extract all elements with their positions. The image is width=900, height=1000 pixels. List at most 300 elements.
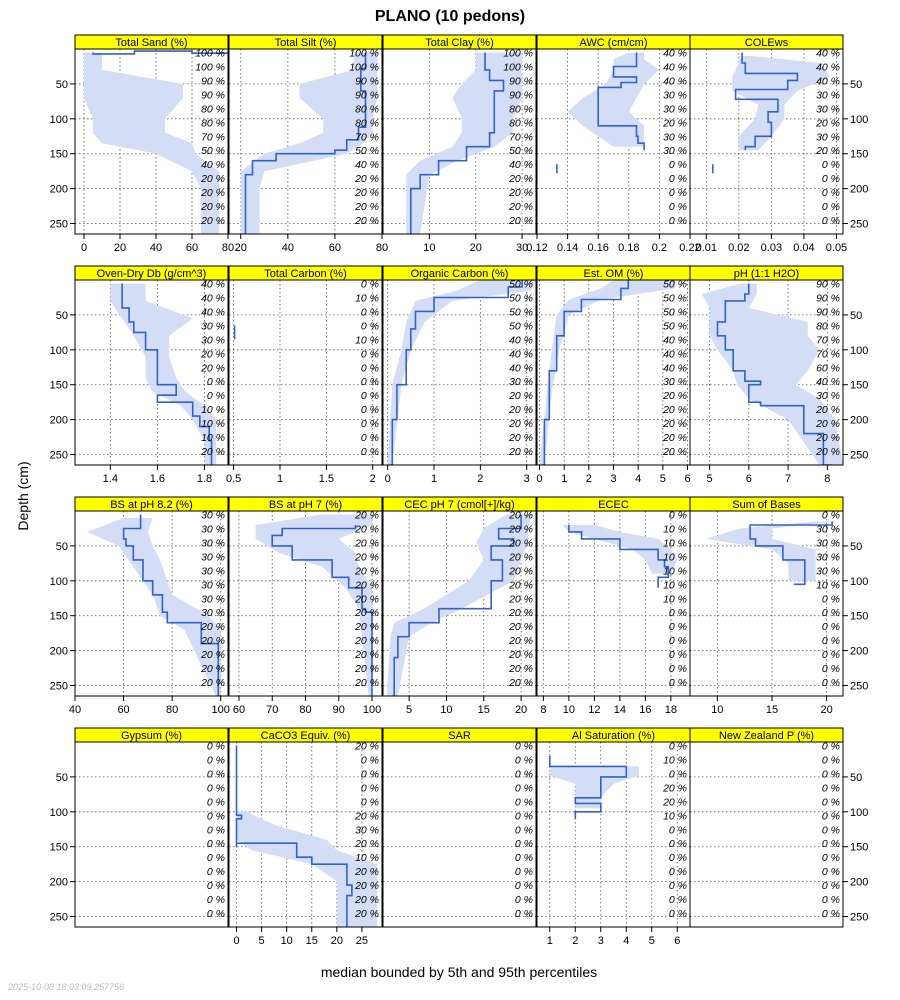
data-completeness-label: 0 %	[821, 635, 840, 648]
data-completeness-label: 30 %	[201, 509, 225, 522]
data-completeness-label: 0 %	[206, 824, 225, 837]
data-completeness-label: 70 %	[509, 131, 533, 144]
y-tick-label: 250	[49, 449, 68, 462]
data-completeness-label: 20 %	[201, 649, 225, 662]
data-completeness-label: 90 %	[355, 75, 379, 88]
data-completeness-label: 10 %	[201, 418, 225, 431]
data-completeness-label: 0 %	[206, 880, 225, 893]
data-completeness-label: 0 %	[360, 362, 379, 375]
data-completeness-label: 0 %	[668, 677, 687, 690]
x-tick-label: 90	[332, 704, 345, 716]
y-tick-label: 200	[850, 645, 869, 658]
x-tick-label: 20	[469, 242, 482, 254]
x-tick-label: 60	[232, 704, 246, 716]
data-completeness-label: 30 %	[816, 103, 840, 116]
data-completeness-label: 20 %	[663, 404, 687, 417]
data-completeness-label: 0 %	[821, 621, 840, 634]
x-tick-label: 5	[406, 704, 413, 716]
data-completeness-label: 0 %	[206, 810, 225, 823]
data-completeness-label: 0 %	[206, 908, 225, 921]
y-tick-label: 150	[850, 379, 869, 392]
data-completeness-label: 0 %	[821, 649, 840, 662]
data-completeness-label: 0 %	[206, 390, 225, 403]
data-completeness-label: 20 %	[355, 565, 379, 578]
x-tick-label: 4	[623, 935, 630, 947]
data-completeness-label: 20 %	[355, 649, 379, 662]
x-tick-label: 8	[824, 473, 831, 485]
data-completeness-label: 40 %	[816, 61, 840, 74]
data-completeness-label: 0 %	[668, 509, 687, 522]
data-completeness-label: 30 %	[201, 523, 225, 536]
data-completeness-label: 0 %	[821, 607, 840, 620]
data-completeness-label: 20 %	[663, 446, 687, 459]
data-completeness-label: 20 %	[509, 537, 533, 550]
x-tick-label: 100	[362, 704, 382, 716]
x-tick-label: 60	[117, 704, 130, 716]
panel-title: Est. OM (%)	[583, 268, 644, 280]
data-completeness-label: 20 %	[509, 432, 533, 445]
data-completeness-label: 20 %	[355, 635, 379, 648]
y-tick-label: 50	[850, 78, 863, 91]
data-completeness-label: 30 %	[663, 131, 687, 144]
x-tick-label: 60	[185, 242, 199, 254]
data-completeness-label: 20 %	[355, 187, 379, 200]
y-tick-label: 150	[49, 841, 68, 854]
panel-title: Gypsum (%)	[120, 730, 183, 742]
data-completeness-label: 0 %	[514, 768, 533, 781]
y-tick-label: 250	[850, 218, 869, 231]
data-completeness-label: 0 %	[821, 677, 840, 690]
data-completeness-label: 20 %	[201, 621, 225, 634]
data-completeness-label: 0 %	[821, 824, 840, 837]
data-completeness-label: 30 %	[663, 376, 687, 389]
data-completeness-label: 50 %	[509, 292, 533, 305]
data-completeness-label: 40 %	[509, 348, 533, 361]
data-completeness-label: 40 %	[663, 348, 687, 361]
x-tick-label: 20	[113, 242, 127, 254]
y-tick-label: 150	[850, 610, 869, 623]
data-completeness-label: 50 %	[509, 278, 533, 291]
data-completeness-label: 0 %	[821, 866, 840, 879]
data-completeness-label: 20 %	[663, 117, 687, 130]
data-completeness-label: 20 %	[355, 523, 379, 536]
data-completeness-label: 20 %	[355, 838, 379, 851]
data-completeness-label: 10 %	[355, 292, 379, 305]
data-completeness-label: 40 %	[663, 61, 687, 74]
x-tick-label: 3	[597, 935, 604, 947]
data-completeness-label: 0 %	[206, 796, 225, 809]
data-completeness-label: 100 %	[195, 61, 225, 74]
x-tick-label: 10	[440, 704, 453, 716]
data-completeness-label: 0 %	[668, 908, 687, 921]
panel-title: Total Sand (%)	[115, 37, 188, 49]
data-completeness-label: 100 %	[503, 47, 533, 60]
data-completeness-label: 0 %	[668, 607, 687, 620]
data-completeness-label: 0 %	[668, 635, 687, 648]
data-completeness-label: 30 %	[355, 824, 379, 837]
data-completeness-label: 20 %	[355, 173, 379, 186]
data-completeness-label: 20 %	[663, 418, 687, 431]
data-completeness-label: 70 %	[816, 334, 840, 347]
data-completeness-label: 40 %	[663, 362, 687, 375]
data-completeness-label: 0 %	[821, 159, 840, 172]
panel-title: Oven-Dry Db (g/cm^3)	[96, 268, 207, 280]
data-completeness-label: 70 %	[816, 348, 840, 361]
data-completeness-label: 0 %	[668, 187, 687, 200]
data-completeness-label: 30 %	[816, 551, 840, 564]
data-completeness-label: 100 %	[349, 61, 379, 74]
data-completeness-label: 50 %	[355, 145, 379, 158]
y-tick-label: 50	[55, 771, 68, 784]
data-completeness-label: 20 %	[509, 509, 533, 522]
y-tick-label: 50	[55, 78, 68, 91]
data-completeness-label: 20 %	[201, 187, 225, 200]
data-completeness-label: 0 %	[206, 894, 225, 907]
data-completeness-label: 50 %	[509, 145, 533, 158]
data-completeness-label: 20 %	[201, 348, 225, 361]
data-completeness-label: 0 %	[821, 740, 840, 753]
data-completeness-label: 10 %	[663, 579, 687, 592]
y-tick-label: 250	[49, 218, 68, 231]
data-completeness-label: 50 %	[509, 306, 533, 319]
data-completeness-label: 40 %	[663, 75, 687, 88]
y-tick-label: 200	[850, 183, 869, 196]
data-completeness-label: 90 %	[816, 306, 840, 319]
y-tick-label: 150	[49, 379, 68, 392]
data-completeness-label: 20 %	[509, 390, 533, 403]
data-completeness-label: 0 %	[360, 320, 379, 333]
x-tick-label: 15	[305, 935, 318, 947]
data-completeness-label: 30 %	[201, 537, 225, 550]
data-completeness-label: 0 %	[821, 838, 840, 851]
data-completeness-label: 0 %	[514, 796, 533, 809]
data-completeness-label: 30 %	[509, 376, 533, 389]
y-tick-label: 200	[850, 414, 869, 427]
x-tick-label: 2	[477, 473, 484, 485]
x-tick-label: 5	[258, 935, 265, 947]
data-completeness-label: 20 %	[355, 908, 379, 921]
y-tick-label: 200	[850, 876, 869, 889]
data-completeness-label: 0 %	[821, 187, 840, 200]
data-completeness-label: 0 %	[514, 908, 533, 921]
data-completeness-label: 40 %	[201, 306, 225, 319]
panel-title: ECEC	[598, 499, 629, 511]
y-tick-label: 150	[49, 610, 68, 623]
data-completeness-label: 0 %	[821, 782, 840, 795]
y-tick-label: 50	[850, 540, 863, 553]
panel-title: Al Saturation (%)	[571, 730, 656, 742]
data-completeness-label: 20 %	[816, 432, 840, 445]
x-tick-label: 10	[711, 704, 724, 716]
data-completeness-label: 20 %	[509, 201, 533, 214]
data-completeness-label: 40 %	[355, 159, 379, 172]
x-tick-label: 0.12	[526, 242, 548, 254]
data-completeness-label: 0 %	[206, 376, 225, 389]
data-completeness-label: 90 %	[201, 89, 225, 102]
data-completeness-label: 0 %	[360, 348, 379, 361]
data-completeness-label: 0 %	[360, 768, 379, 781]
y-tick-label: 100	[49, 575, 68, 588]
data-completeness-label: 20 %	[663, 390, 687, 403]
data-completeness-label: 30 %	[201, 607, 225, 620]
data-completeness-label: 20 %	[355, 880, 379, 893]
data-completeness-label: 20 %	[201, 663, 225, 676]
data-completeness-label: 10 %	[663, 523, 687, 536]
panel-title: Organic Carbon (%)	[410, 268, 509, 280]
data-completeness-label: 20 %	[355, 551, 379, 564]
data-completeness-label: 40 %	[509, 334, 533, 347]
data-completeness-label: 0 %	[514, 810, 533, 823]
data-completeness-label: 30 %	[663, 145, 687, 158]
data-completeness-label: 0 %	[821, 796, 840, 809]
data-completeness-label: 50 %	[201, 145, 225, 158]
x-tick-label: 2	[572, 935, 579, 947]
data-completeness-label: 20 %	[509, 621, 533, 634]
data-completeness-label: 20 %	[816, 404, 840, 417]
data-completeness-label: 20 %	[509, 187, 533, 200]
panel-title: BS at pH 8.2 (%)	[110, 499, 193, 511]
x-tick-label: 1	[276, 473, 284, 485]
y-tick-label: 100	[850, 575, 869, 588]
data-completeness-label: 20 %	[509, 551, 533, 564]
data-completeness-label: 20 %	[355, 894, 379, 907]
data-completeness-label: 20 %	[201, 215, 225, 228]
x-tick-label: 60	[328, 242, 342, 254]
data-completeness-label: 30 %	[816, 131, 840, 144]
x-tick-label: 0	[80, 242, 88, 254]
y-tick-label: 100	[49, 113, 68, 126]
x-tick-label: 0.22	[679, 242, 701, 254]
x-tick-label: 40	[281, 242, 294, 254]
data-completeness-label: 0 %	[821, 908, 840, 921]
x-tick-label: 0.2	[651, 242, 668, 254]
y-tick-label: 100	[49, 344, 68, 357]
y-tick-label: 200	[49, 414, 68, 427]
data-completeness-label: 20 %	[355, 810, 379, 823]
data-completeness-label: 20 %	[355, 663, 379, 676]
data-completeness-label: 30 %	[663, 103, 687, 116]
data-completeness-label: 20 %	[509, 649, 533, 662]
data-completeness-label: 90 %	[816, 278, 840, 291]
data-completeness-label: 20 %	[509, 404, 533, 417]
y-tick-label: 50	[850, 771, 863, 784]
x-tick-label: 20	[330, 935, 343, 947]
data-completeness-label: 20 %	[509, 418, 533, 431]
data-completeness-label: 80 %	[509, 103, 533, 116]
x-tick-label: 5	[706, 473, 713, 485]
data-completeness-label: 70 %	[355, 131, 379, 144]
data-completeness-label: 30 %	[201, 551, 225, 564]
y-tick-label: 50	[55, 309, 68, 322]
data-completeness-label: 0 %	[821, 768, 840, 781]
data-completeness-label: 0 %	[360, 278, 379, 291]
data-completeness-label: 30 %	[663, 89, 687, 102]
x-tick-label: 14	[613, 704, 626, 716]
y-tick-label: 150	[850, 148, 869, 161]
data-completeness-label: 50 %	[663, 306, 687, 319]
data-completeness-label: 90 %	[509, 75, 533, 88]
data-completeness-label: 20 %	[509, 446, 533, 459]
data-completeness-label: 100 %	[195, 47, 225, 60]
data-completeness-label: 0 %	[821, 754, 840, 767]
data-completeness-label: 0 %	[668, 159, 687, 172]
data-completeness-label: 90 %	[816, 292, 840, 305]
x-tick-label: 15	[477, 704, 490, 716]
data-completeness-label: 80 %	[201, 103, 225, 116]
data-completeness-label: 10 %	[663, 810, 687, 823]
y-tick-label: 250	[49, 911, 68, 924]
data-completeness-label: 80 %	[201, 117, 225, 130]
panel-title: Total Clay (%)	[425, 37, 494, 49]
x-tick-label: 1	[430, 473, 438, 485]
data-completeness-label: 20 %	[509, 565, 533, 578]
data-completeness-label: 80 %	[355, 117, 379, 130]
x-tick-label: 80	[299, 704, 312, 716]
x-tick-label: 40	[149, 242, 163, 254]
x-axis-label: median bounded by 5th and 95th percentiles	[320, 964, 598, 980]
data-completeness-label: 0 %	[360, 754, 379, 767]
data-completeness-label: 80 %	[816, 320, 840, 333]
data-completeness-label: 0 %	[206, 782, 225, 795]
panel-title: New Zealand P (%)	[718, 730, 815, 742]
data-completeness-label: 0 %	[360, 404, 379, 417]
y-tick-label: 250	[850, 911, 869, 924]
x-tick-label: 5	[659, 473, 666, 485]
panel-title: COLEws	[744, 37, 789, 49]
x-tick-label: 1	[561, 473, 568, 485]
data-completeness-label: 40 %	[509, 159, 533, 172]
data-completeness-label: 20 %	[816, 418, 840, 431]
data-completeness-label: 10 %	[201, 404, 225, 417]
data-completeness-label: 10 %	[355, 334, 379, 347]
data-completeness-label: 20 %	[201, 173, 225, 186]
x-tick-label: 40	[68, 704, 82, 716]
data-completeness-label: 20 %	[355, 607, 379, 620]
x-tick-label: 1	[546, 935, 553, 947]
y-tick-label: 250	[850, 449, 869, 462]
y-tick-label: 150	[49, 148, 68, 161]
data-completeness-label: 40 %	[201, 292, 225, 305]
data-completeness-label: 0 %	[668, 880, 687, 893]
y-tick-label: 200	[49, 876, 68, 889]
y-tick-label: 100	[850, 806, 869, 819]
data-completeness-label: 30 %	[201, 565, 225, 578]
y-tick-label: 100	[850, 113, 869, 126]
data-completeness-label: 20 %	[509, 579, 533, 592]
panel-title: Sum of Bases	[732, 499, 801, 511]
data-completeness-label: 30 %	[816, 390, 840, 403]
x-tick-label: 6	[684, 473, 691, 485]
data-completeness-label: 20 %	[201, 446, 225, 459]
data-completeness-label: 20 %	[509, 635, 533, 648]
data-completeness-label: 90 %	[201, 75, 225, 88]
x-tick-label: 3	[610, 473, 617, 485]
data-completeness-label: 0 %	[668, 621, 687, 634]
data-completeness-label: 40 %	[201, 278, 225, 291]
data-completeness-label: 30 %	[816, 523, 840, 536]
data-completeness-label: 0 %	[514, 754, 533, 767]
data-completeness-label: 0 %	[821, 880, 840, 893]
data-completeness-label: 0 %	[206, 740, 225, 753]
panel-title: Total Carbon (%)	[264, 268, 347, 280]
data-completeness-label: 60 %	[816, 362, 840, 375]
data-completeness-label: 100 %	[503, 61, 533, 74]
data-completeness-label: 20 %	[355, 215, 379, 228]
x-tick-label: 0.01	[695, 242, 717, 254]
data-completeness-label: 0 %	[206, 852, 225, 865]
data-completeness-label: 0 %	[514, 782, 533, 795]
x-tick-label: 10	[423, 242, 436, 254]
panel-title: Total Silt (%)	[274, 37, 337, 49]
data-completeness-label: 90 %	[509, 89, 533, 102]
y-tick-label: 100	[49, 806, 68, 819]
data-completeness-label: 10 %	[663, 537, 687, 550]
x-tick-label: 0	[384, 473, 391, 485]
y-tick-label: 250	[49, 680, 68, 693]
data-completeness-label: 40 %	[816, 75, 840, 88]
x-tick-label: 0.04	[793, 242, 815, 254]
data-completeness-label: 30 %	[201, 593, 225, 606]
x-tick-label: 1.8	[196, 473, 213, 485]
data-completeness-label: 20 %	[355, 740, 379, 753]
data-completeness-label: 0 %	[668, 649, 687, 662]
x-tick-label: 1.6	[149, 473, 166, 485]
data-completeness-label: 20 %	[355, 677, 379, 690]
data-completeness-label: 0 %	[668, 824, 687, 837]
x-tick-label: 20	[514, 704, 528, 716]
x-tick-label: 0.14	[556, 242, 579, 254]
data-completeness-label: 0 %	[668, 768, 687, 781]
data-completeness-label: 20 %	[509, 607, 533, 620]
timestamp: 2025-10-08 18:03:09.257756	[8, 982, 125, 992]
y-axis-label: Depth (cm)	[15, 461, 31, 531]
data-completeness-label: 10 %	[201, 432, 225, 445]
panel-title: pH (1:1 H2O)	[733, 268, 800, 280]
data-completeness-label: 50 %	[663, 278, 687, 291]
data-completeness-label: 20 %	[663, 782, 687, 795]
data-completeness-label: 0 %	[514, 740, 533, 753]
data-completeness-label: 0 %	[821, 201, 840, 214]
x-tick-label: 70	[266, 704, 279, 716]
x-tick-label: 16	[639, 704, 652, 716]
data-completeness-label: 30 %	[816, 537, 840, 550]
x-tick-label: 0.02	[728, 242, 750, 254]
data-completeness-label: 20 %	[509, 593, 533, 606]
x-tick-label: 0.5	[225, 473, 242, 485]
x-tick-label: 15	[765, 704, 779, 716]
x-tick-label: 1.5	[318, 473, 335, 485]
data-completeness-label: 0 %	[206, 866, 225, 879]
data-completeness-label: 40 %	[816, 376, 840, 389]
data-completeness-label: 0 %	[514, 880, 533, 893]
data-completeness-label: 0 %	[668, 852, 687, 865]
y-tick-label: 100	[850, 344, 869, 357]
data-completeness-label: 50 %	[509, 320, 533, 333]
data-completeness-label: 0 %	[514, 838, 533, 851]
x-tick-label: 2	[369, 473, 376, 485]
data-completeness-label: 0 %	[360, 306, 379, 319]
x-tick-label: 18	[664, 704, 677, 716]
data-completeness-label: 90 %	[355, 89, 379, 102]
data-completeness-label: 40 %	[201, 159, 225, 172]
panel-title: CaCO3 Equiv. (%)	[260, 730, 351, 742]
data-completeness-label: 0 %	[821, 593, 840, 606]
x-tick-label: 10	[280, 935, 293, 947]
y-tick-label: 50	[55, 540, 68, 553]
data-completeness-label: 80 %	[355, 103, 379, 116]
data-completeness-label: 40 %	[663, 334, 687, 347]
x-tick-label: 1.4	[102, 473, 118, 485]
